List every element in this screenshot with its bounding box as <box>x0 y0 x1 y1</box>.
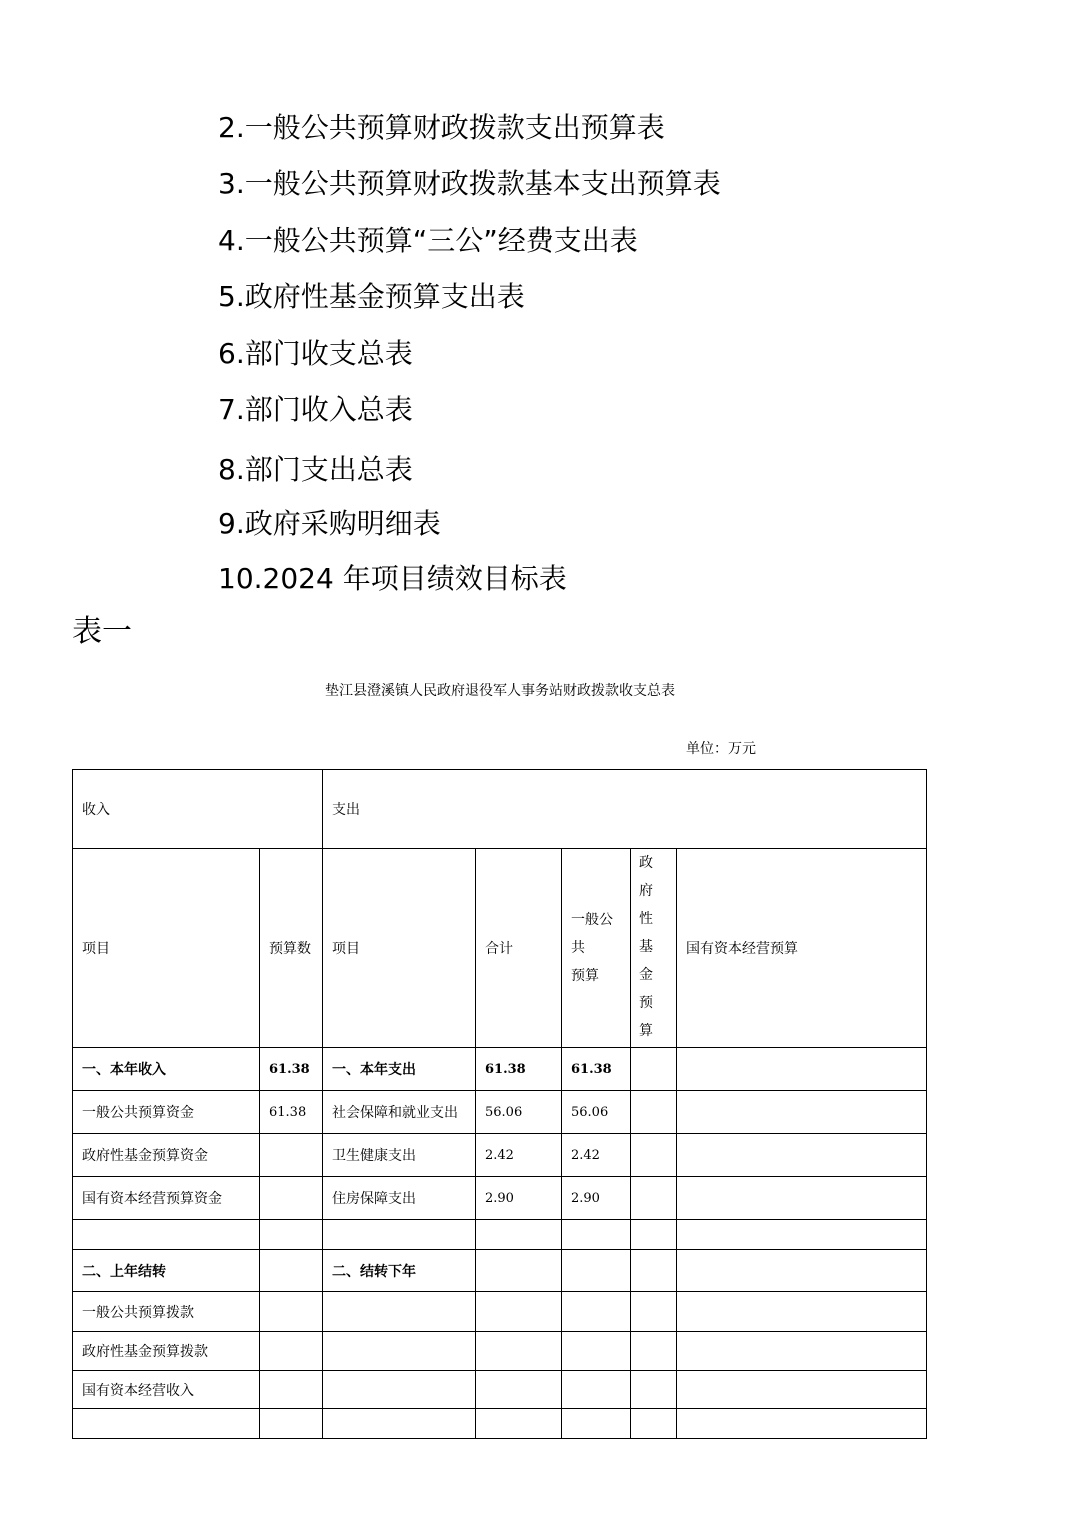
table-cell <box>73 1409 260 1439</box>
column-header-row <box>73 849 927 1048</box>
table-title: 垫江县澄溪镇人民政府退役军人事务站财政拨款收支总表 <box>325 683 675 699</box>
table-cell: 政府性基金预算资金 <box>73 1134 260 1177</box>
table-cell <box>323 1220 476 1250</box>
col-header-income-item: 项目 <box>73 849 260 1048</box>
table-cell <box>677 1220 927 1250</box>
table-cell <box>562 1250 631 1292</box>
col-header-total: 合计 <box>476 849 562 1048</box>
table-body <box>73 1048 927 1439</box>
table-cell <box>631 1134 677 1177</box>
table-cell <box>677 1091 927 1134</box>
table-cell <box>562 1371 631 1409</box>
table-cell: 住房保障支出 <box>323 1177 476 1220</box>
table-cell: 一、本年收入 <box>73 1048 260 1091</box>
vertical-header-char: 府 <box>639 883 653 899</box>
col-header-budget: 预算数 <box>260 849 323 1048</box>
table-cell: 一般公共预算资金 <box>73 1091 260 1134</box>
table-cell <box>677 1409 927 1439</box>
table-cell <box>260 1371 323 1409</box>
table-cell <box>323 1409 476 1439</box>
table-cell: 国有资本经营收入 <box>73 1371 260 1409</box>
table-cell <box>323 1371 476 1409</box>
table-cell: 56.06 <box>476 1091 562 1134</box>
table-cell <box>260 1292 323 1332</box>
table-row <box>73 1177 927 1220</box>
group-header-row <box>73 770 927 849</box>
table-cell <box>677 1371 927 1409</box>
table-cell: 社会保障和就业支出 <box>323 1091 476 1134</box>
vertical-header-char: 基 <box>639 939 653 955</box>
table-cell: 2.90 <box>562 1177 631 1220</box>
table-cell: 政府性基金预算拨款 <box>73 1332 260 1371</box>
table-row <box>73 1048 927 1091</box>
col-header-state-capital: 国有资本经营预算 <box>677 849 927 1048</box>
header-line: 一般公共 <box>571 912 613 956</box>
table-cell: 国有资本经营预算资金 <box>73 1177 260 1220</box>
table-cell <box>562 1332 631 1371</box>
table-cell <box>260 1177 323 1220</box>
table-cell <box>631 1220 677 1250</box>
table-cell <box>677 1292 927 1332</box>
table-cell <box>260 1332 323 1371</box>
table-cell <box>677 1332 927 1371</box>
table-cell: 2.90 <box>476 1177 562 1220</box>
toc-item: 8.部门支出总表 <box>218 453 413 486</box>
table-cell <box>631 1250 677 1292</box>
table-cell <box>631 1091 677 1134</box>
table-cell <box>476 1409 562 1439</box>
table-cell: 2.42 <box>562 1134 631 1177</box>
table-cell: 卫生健康支出 <box>323 1134 476 1177</box>
vertical-header-char: 算 <box>639 1023 653 1039</box>
table-row <box>73 1371 927 1409</box>
table-cell <box>631 1371 677 1409</box>
table-cell: 61.38 <box>260 1048 323 1091</box>
toc-item: 5.政府性基金预算支出表 <box>218 280 525 313</box>
table-cell <box>260 1409 323 1439</box>
table-cell <box>73 1220 260 1250</box>
toc-item: 2.一般公共预算财政拨款支出预算表 <box>218 111 665 144</box>
table-cell <box>260 1250 323 1292</box>
table-cell <box>476 1292 562 1332</box>
col-header-general-budget <box>562 849 631 1048</box>
table-cell <box>631 1048 677 1091</box>
table-cell <box>631 1177 677 1220</box>
vertical-header-char: 性 <box>639 911 653 927</box>
header-line: 预算 <box>571 968 599 984</box>
table-cell <box>562 1409 631 1439</box>
vertical-header-char: 预 <box>639 995 653 1011</box>
table-cell: 61.38 <box>260 1091 323 1134</box>
toc-item: 3.一般公共预算财政拨款基本支出预算表 <box>218 167 721 200</box>
table-cell: 二、上年结转 <box>73 1250 260 1292</box>
table-row <box>73 1091 927 1134</box>
table-cell <box>323 1292 476 1332</box>
table-cell <box>562 1220 631 1250</box>
table-row <box>73 1409 927 1439</box>
toc-item: 9.政府采购明细表 <box>218 507 441 540</box>
table-cell <box>260 1134 323 1177</box>
toc-item: 10.2024 年项目绩效目标表 <box>218 562 567 595</box>
finance-summary-table <box>72 769 927 1439</box>
col-header-fund-budget <box>631 849 677 1048</box>
toc-item: 7.部门收入总表 <box>218 393 413 426</box>
table-cell: 61.38 <box>476 1048 562 1091</box>
expense-header: 支出 <box>323 770 927 849</box>
table-cell <box>677 1048 927 1091</box>
section-label: 表一 <box>72 614 132 649</box>
table-cell <box>631 1409 677 1439</box>
table-cell <box>631 1332 677 1371</box>
table-cell: 56.06 <box>562 1091 631 1134</box>
table-cell: 二、结转下年 <box>323 1250 476 1292</box>
table-cell <box>476 1371 562 1409</box>
toc-item: 4.一般公共预算“三公”经费支出表 <box>218 224 638 257</box>
table-row <box>73 1292 927 1332</box>
table-cell <box>476 1220 562 1250</box>
table-row <box>73 1250 927 1292</box>
toc-item: 6.部门收支总表 <box>218 337 413 370</box>
table-cell <box>476 1332 562 1371</box>
table-cell <box>677 1177 927 1220</box>
vertical-header-char: 政 <box>639 855 653 871</box>
table-cell <box>677 1134 927 1177</box>
table-cell <box>562 1292 631 1332</box>
table-cell: 2.42 <box>476 1134 562 1177</box>
table-row <box>73 1220 927 1250</box>
table-cell <box>631 1292 677 1332</box>
unit-label: 单位：万元 <box>686 741 756 757</box>
table-cell: 61.38 <box>562 1048 631 1091</box>
table-cell <box>323 1332 476 1371</box>
table-cell: 一、本年支出 <box>323 1048 476 1091</box>
table-cell <box>260 1220 323 1250</box>
table-row <box>73 1332 927 1371</box>
vertical-header-char: 金 <box>639 967 653 983</box>
table-cell: 一般公共预算拨款 <box>73 1292 260 1332</box>
table-cell <box>677 1250 927 1292</box>
col-header-expense-item: 项目 <box>323 849 476 1048</box>
income-header: 收入 <box>73 770 323 849</box>
table-cell <box>476 1250 562 1292</box>
table-row <box>73 1134 927 1177</box>
